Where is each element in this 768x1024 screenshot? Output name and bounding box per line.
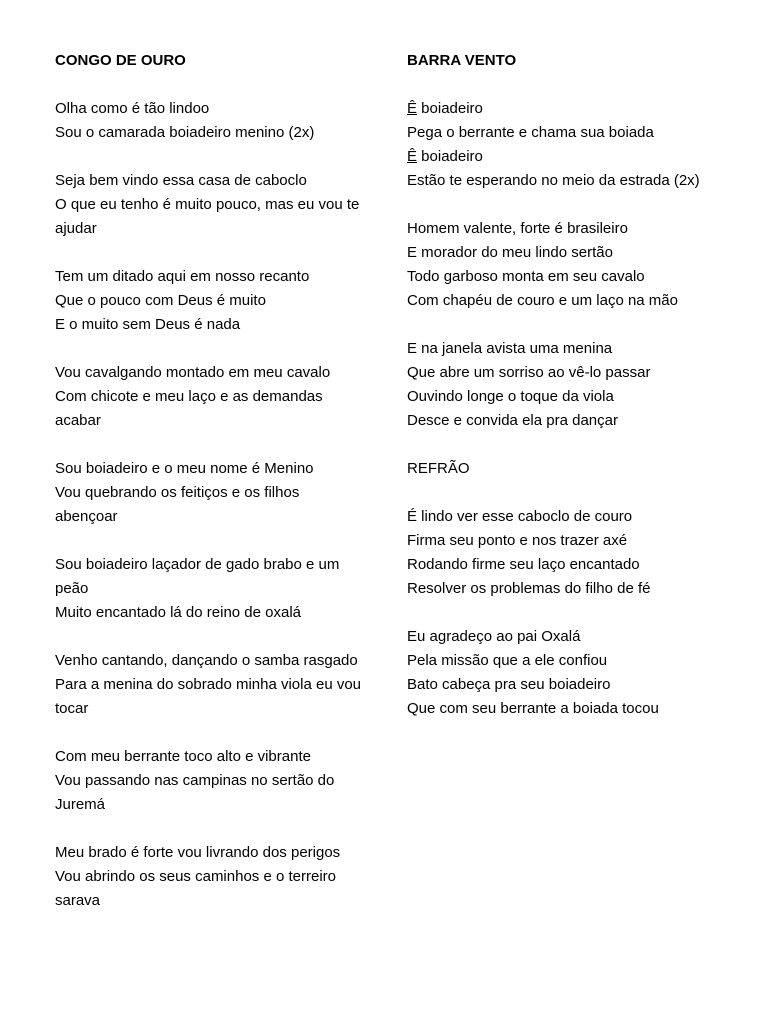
stanza [55, 649, 365, 721]
lyric-line: E o muito sem Deus é nada [55, 316, 241, 333]
lyric-line: Com meu berrante toco alto e vibrante [55, 748, 311, 765]
lyric-line: Ouvindo longe o toque da viola [407, 388, 614, 405]
lyric-line: Para a menina do sobrado minha viola eu vou tocar [55, 676, 362, 717]
stanza [55, 361, 365, 433]
lyric-line: Que com seu berrante a boiada tocou [407, 700, 659, 717]
lyric-line: É lindo ver esse caboclo de couro [407, 508, 633, 525]
stanza [407, 217, 727, 313]
lyric-line: Vou cavalgando montado em meu cavalo [55, 364, 331, 381]
lyric-line: Firma seu ponto e nos trazer axé [407, 532, 628, 549]
song-title-barra-vento: BARRA VENTO [407, 52, 517, 69]
lyric-line: Que o pouco com Deus é muito [55, 292, 266, 309]
lyric-line: E morador do meu lindo sertão [407, 244, 613, 261]
lyric-line: Pela missão que a ele confiou [407, 652, 608, 669]
lyric-line: Que abre um sorriso ao vê-lo passar [407, 364, 651, 381]
lyric-line: Seja bem vindo essa casa de caboclo [55, 172, 307, 189]
lyric-line: Homem valente, forte é brasileiro [407, 220, 628, 237]
stanza [407, 97, 727, 193]
lyric-line: Venho cantando, dançando o samba rasgado [55, 652, 358, 669]
stanza [55, 169, 365, 241]
lyric-line: Com chapéu de couro e um laço na mão [407, 292, 678, 309]
lyric-line: Tem um ditado aqui em nosso recanto [55, 268, 310, 285]
stanza [407, 505, 727, 601]
lyric-line: E na janela avista uma menina [407, 340, 613, 357]
lyric-line: Vou abrindo os seus caminhos e o terreiro sarava [55, 868, 336, 909]
stanza [407, 457, 727, 481]
lyric-line: Meu brado é forte vou livrando dos perigos [55, 844, 341, 861]
left-column [55, 49, 365, 937]
lyric-line: Eu agradeço ao pai Oxalá [407, 628, 581, 645]
lyric-line: Ê boiadeiro [407, 148, 483, 165]
lyric-line: Muito encantado lá do reino de oxalá [55, 604, 302, 621]
lyric-line: Ê boiadeiro [407, 100, 483, 117]
right-column [407, 49, 727, 745]
underlined-letter: Ê [407, 148, 418, 165]
lyric-line: REFRÃO [407, 460, 470, 477]
lyric-line: Bato cabeça pra seu boiadeiro [407, 676, 611, 693]
stanza [55, 553, 365, 625]
stanza [407, 625, 727, 721]
stanza [55, 97, 365, 145]
lyric-line: Sou o camarada boiadeiro menino (2x) [55, 124, 315, 141]
stanza [55, 841, 365, 913]
lyric-line: Estão te esperando no meio da estrada (2x) [407, 172, 700, 189]
lyric-line: Pega o berrante e chama sua boiada [407, 124, 654, 141]
song-title-congo-de-ouro: CONGO DE OURO [55, 52, 186, 69]
lyric-line: Todo garboso monta em seu cavalo [407, 268, 645, 285]
lyric-line: Desce e convida ela pra dançar [407, 412, 618, 429]
stanza [55, 745, 365, 817]
underlined-letter: Ê [407, 100, 418, 117]
stanza [55, 265, 365, 337]
lyric-line: Resolver os problemas do filho de fé [407, 580, 651, 597]
lyric-line: Vou passando nas campinas no sertão do Juremá [55, 772, 335, 813]
lyrics-barra-vento [407, 97, 727, 721]
lyric-line: Com chicote e meu laço e as demandas acabar [55, 388, 323, 429]
lyric-line: Rodando firme seu laço encantado [407, 556, 640, 573]
lyric-line: Vou quebrando os feitiços e os filhos abençoar [55, 484, 300, 525]
lyric-line: O que eu tenho é muito pouco, mas eu vou te ajudar [55, 196, 360, 237]
lyrics-congo-de-ouro [55, 97, 365, 913]
stanza [55, 457, 365, 529]
stanza [407, 337, 727, 433]
lyric-line: Sou boiadeiro e o meu nome é Menino [55, 460, 314, 477]
lyric-line: Sou boiadeiro laçador de gado brabo e um peão [55, 556, 340, 597]
lyric-line: Olha como é tão lindoo [55, 100, 210, 117]
